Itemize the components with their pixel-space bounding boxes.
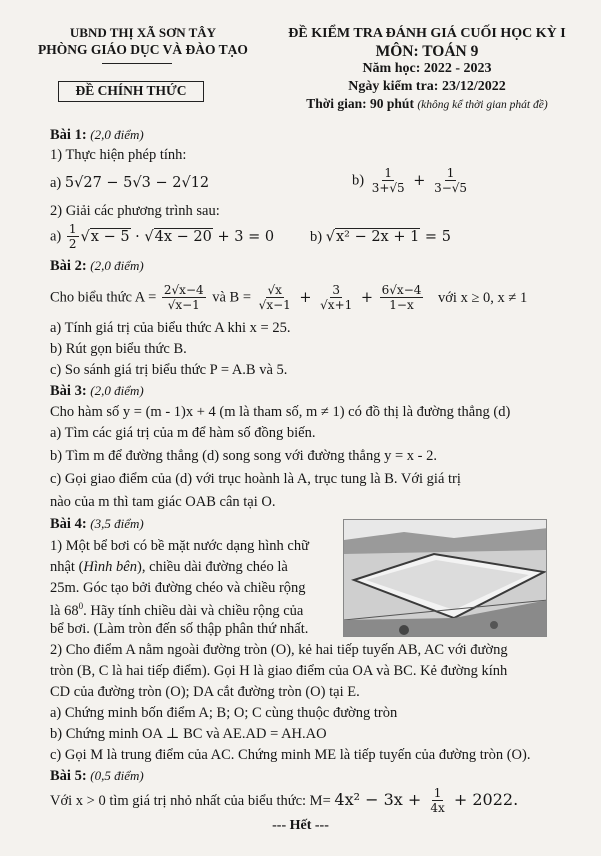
bai4-p2-l3: CD của đường tròn (O); DA cắt đường tròn (O) tại E. <box>50 684 360 700</box>
bai4-p1-l4a: là 68 <box>50 602 79 619</box>
official-label: ĐỀ CHÍNH THỨC <box>58 81 204 102</box>
bai2-heading <box>50 258 144 275</box>
bai1-q1a-label: a) <box>50 175 62 191</box>
pool-photo <box>343 519 547 637</box>
bai3-a: a) Tìm các giá trị của m để hàm số đồng biến. <box>50 425 316 441</box>
bai1-title: Bài 1: <box>50 127 87 143</box>
bai5-line <box>50 786 518 815</box>
bai2-intro-line <box>50 283 527 312</box>
bai3-c2: nào của m thì tam giác OAB cân tại O. <box>50 494 276 510</box>
bai5-expr-a: 4x² − 3x + <box>334 790 422 809</box>
bai4-p1-l2-italic: Hình bên <box>83 559 137 575</box>
bai1-q1b-label: b) <box>352 172 365 189</box>
bai4-p1-l5: bể bơi. (Làm tròn đến số thập phân thứ nhất. <box>50 621 309 637</box>
bai4-p1-l2a: nhật ( <box>50 559 84 575</box>
bai1-q2b <box>310 229 451 246</box>
end-marker: --- Hết --- <box>272 818 329 833</box>
bai2-points: (2,0 điểm) <box>90 258 144 273</box>
bai5-text: Với x > 0 tìm giá trị nhỏ nhất của biểu thức: M= <box>50 793 331 809</box>
bai2-and-b: và B = <box>212 289 252 306</box>
bai1-q2a-expr: $\frac{1}{2}$ √x − 5 · √4x − 20 + 3 = 0 <box>68 222 275 251</box>
bai4-p1-l4 <box>50 601 303 620</box>
bai3-heading <box>50 383 144 400</box>
bai4-p1-l4-sup: 0 <box>78 601 84 611</box>
duration-note: (không kể thời gian phát đề) <box>417 99 548 111</box>
bai4-a: a) Chứng minh bốn điểm A; B; O; C cùng thuộc đường tròn <box>50 705 398 721</box>
bai2-a: a) Tính giá trị của biểu thức A khi x = 25. <box>50 320 291 336</box>
bai1-q2a <box>50 222 274 251</box>
bai3-title: Bài 3: <box>50 383 87 399</box>
exam-title: ĐỀ KIỂM TRA ĐÁNH GIÁ CUỐI HỌC KỲ I <box>288 26 566 41</box>
bai1-q2b-label: b) <box>310 229 323 245</box>
bai5-heading <box>50 768 144 785</box>
bai3-c1: c) Gọi giao điểm của (d) với trục hoành là A, trục tung là B. Với giá trị <box>50 471 461 487</box>
bai5-expr: 4x² − 3x + $\frac{1}{4x}$ + 2022. <box>334 786 519 815</box>
bai4-b: b) Chứng minh OA ⊥ BC và AE.AD = AH.AO <box>50 726 327 742</box>
bai5-title: Bài 5: <box>50 768 87 784</box>
bai4-title: Bài 4: <box>50 516 87 532</box>
bai1-q1: 1) Thực hiện phép tính: <box>50 147 187 163</box>
bai4-p1-l2 <box>50 559 288 576</box>
department: PHÒNG GIÁO DỤC VÀ ĐÀO TẠO <box>38 42 248 57</box>
pool-illustration <box>344 520 547 637</box>
bai3-b: b) Tìm m để đường thẳng (d) song song với đường thẳng y = x - 2. <box>50 448 437 464</box>
bai2-expr-a: $\frac{2√x-4}{√x-1}$ <box>163 283 204 312</box>
bai1-q2b-expr: √x² − 2x + 1 = 5 <box>325 229 451 245</box>
bai1-q1b <box>352 166 471 195</box>
duration: Thời gian: 90 phút <box>306 96 414 111</box>
header-underline <box>102 63 172 64</box>
bai4-c: c) Gọi M là trung điểm của AC. Chứng minh ME là tiếp tuyến của đường tròn (O). <box>50 747 531 763</box>
bai4-p2-l1: 2) Cho điểm A nằm ngoài đường tròn (O), kẻ hai tiếp tuyến AB, AC với đường <box>50 642 508 658</box>
bai2-c: c) So sánh giá trị biểu thức P = A.B và 5. <box>50 362 288 378</box>
bai3-intro: Cho hàm số y = (m - 1)x + 4 (m là tham số, m ≠ 1) có đồ thị là đường thẳng (d) <box>50 404 511 420</box>
bai4-heading <box>50 516 144 533</box>
bai1-q1a-expr: 5√27 − 5√3 − 2√12 <box>64 175 210 191</box>
bai2-title: Bài 2: <box>50 258 87 274</box>
bai2-expr-b: $\frac{√x}{√x-1}$ + $\frac{3}{√x+1}$ + $\frac{6√x-4}{1-x}$ <box>258 283 422 312</box>
bai1-q1b-expr: $\frac{1}{3+√5}$ + $\frac{1}{3-√5}$ <box>371 166 468 195</box>
bai2-b: b) Rút gọn biểu thức B. <box>50 341 187 357</box>
bai3-points: (2,0 điểm) <box>90 383 144 398</box>
bai4-p1-l4b: . Hãy tính chiều dài và chiều rộng của <box>83 602 304 619</box>
bai2-cond: với x ≥ 0, x ≠ 1 <box>438 289 528 306</box>
bai1-heading <box>50 127 144 144</box>
header-right <box>262 25 592 115</box>
bai1-q2: 2) Giải các phương trình sau: <box>50 203 220 219</box>
subject: MÔN: TOÁN 9 <box>375 42 479 60</box>
bai2-intro: Cho biểu thức A = <box>50 289 157 306</box>
bai4-points: (3,5 điểm) <box>90 516 144 531</box>
bai1-q1a <box>50 175 209 192</box>
school-year: Năm học: 2022 - 2023 <box>362 61 492 76</box>
bai4-p1-l1: 1) Một bể bơi có bề mặt nước dạng hình chữ <box>50 538 309 554</box>
header-left <box>18 24 268 58</box>
exam-date: Ngày kiểm tra: 23/12/2022 <box>348 78 506 94</box>
bai4-p2-l2: tròn (B, C là hai tiếp điểm). Gọi H là giao điểm của OA và BC. Kẻ đường kính <box>50 663 508 679</box>
bai1-q2a-label: a) <box>50 228 62 245</box>
bai5-expr-b: + 2022. <box>453 790 519 809</box>
bai5-points: (0,5 điểm) <box>90 768 144 783</box>
duration-line <box>262 95 592 115</box>
bai1-points: (2,0 điểm) <box>90 127 144 142</box>
authority: UBND THỊ XÃ SƠN TÂY <box>69 25 217 40</box>
bai4-p1-l2b: ), chiều dài đường chéo là <box>136 559 288 575</box>
bai4-p1-l3: 25m. Góc tạo bởi đường chéo và chiều rộng <box>50 580 306 596</box>
